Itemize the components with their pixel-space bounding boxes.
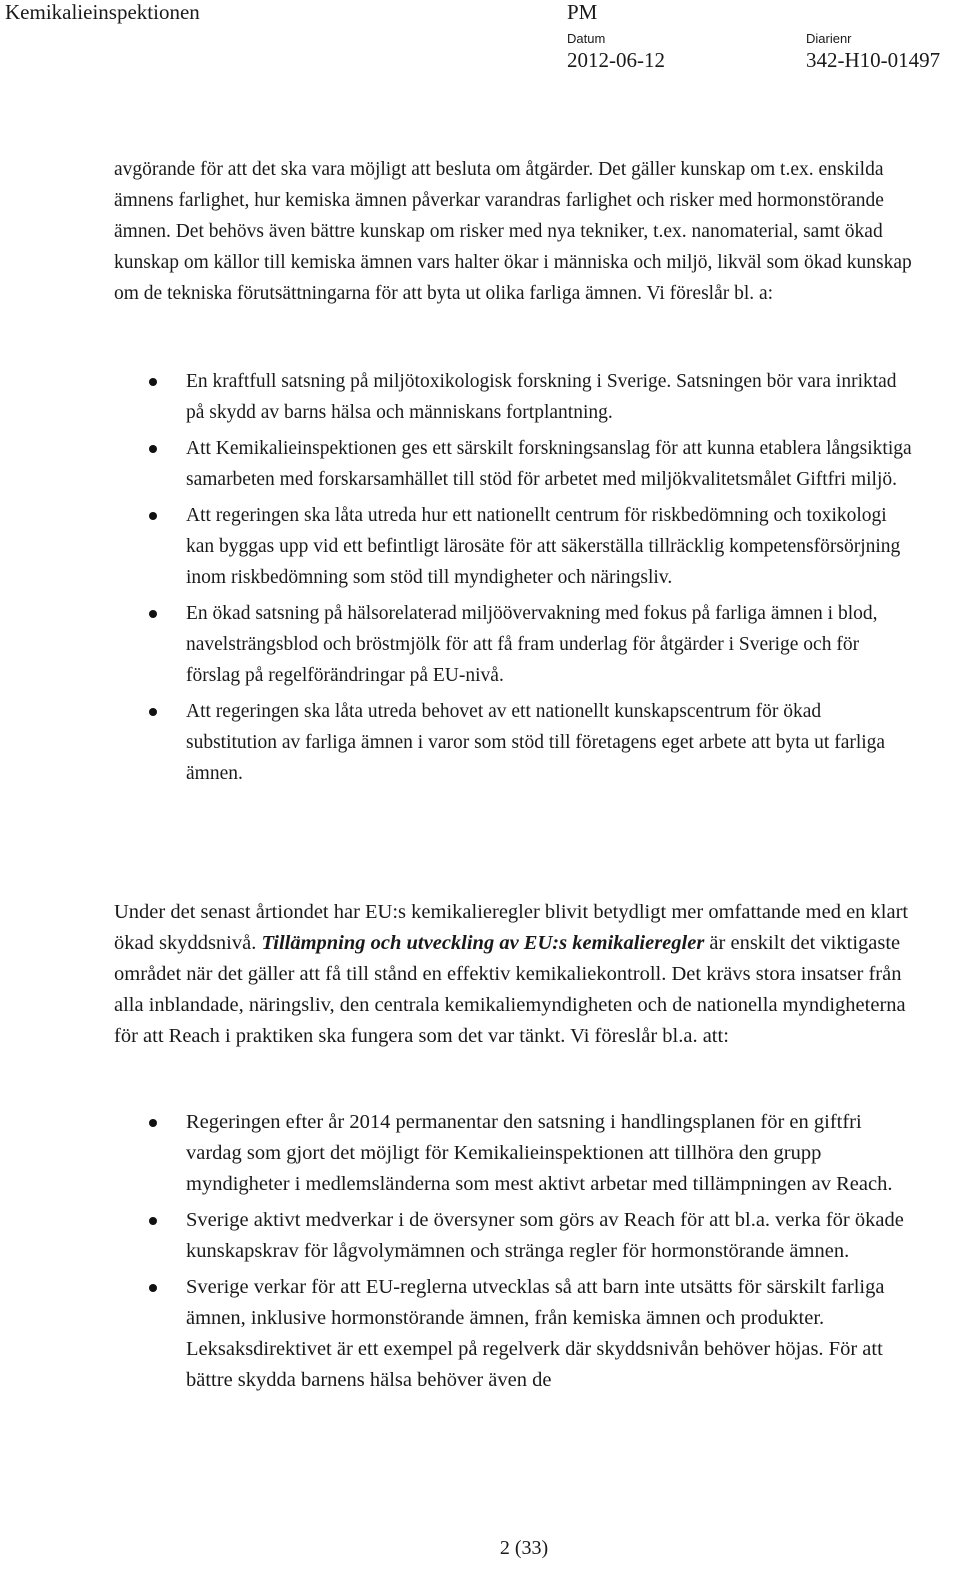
list-item <box>114 366 914 428</box>
list-item-text: En ökad satsning på hälsorelaterad miljöövervakning med fokus på farliga ämnen i blod, navelsträngsblod och bröstmjölk för att få fram underlag för åtgärder i Sverige och för förslag på regelförändringar på EU-nivå. <box>186 603 878 686</box>
organization-name: Kemikalieinspektionen <box>5 0 200 24</box>
diarienr-value: 342-H10-01497 <box>806 48 941 72</box>
eu-text-before: Under det senast årtiondet har EU:s kemikalieregler blivit betydligt mer omfattande med en klart ökad skyddsnivå. <box>114 901 909 954</box>
eu-proposals-list <box>114 1107 914 1401</box>
intro-text: avgörande för att det ska vara möjligt att besluta om åtgärder. Det gäller kunskap om t.ex. enskilda ämnens farlighet, hur kemiska ämnen påverkar varandras farlighet och risker med hormonstörande ämnen. Det behövs även bättre kunskap om risker med nya tekniker, t.ex. nanomaterial, samt ökad kunskap om källor till kemiska ämnen vars halter ökar i människa och miljö, likväl som ökad kunskap om de tekniska förutsättningarna för att byta ut olika farliga ämnen. Vi föreslår bl. a: <box>114 159 912 304</box>
list-item <box>114 696 914 789</box>
research-proposals-list <box>114 366 914 794</box>
intro-paragraph <box>114 154 914 309</box>
eu-text-after: är enskilt det viktigaste området när det gäller att få till stånd en effektiv kemikaliekontroll. Det krävs stora insatser från alla inblandade, näringsliv, den centrala kemikaliemyndigheten och de nationella myndigheterna för att Reach i praktiken ska fungera som det var tänkt. Vi föreslår bl.a. att: <box>114 932 906 1047</box>
list-item <box>114 1107 914 1200</box>
bullet-icon <box>149 378 157 386</box>
list-item-text: Sverige aktivt medverkar i de översyner som görs av Reach för att bl.a. verka för ökade kunskapskrav för lågvolymämnen och stränga regler för hormonstörande ämnen. <box>186 1209 904 1262</box>
list-item-text: Regeringen efter år 2014 permanentar den satsning i handlingsplanen för en giftfri vardag som gjort det möjligt för Kemikalieinspektionen att tillhöra den grupp myndigheter i medlemsländerna som mest aktivt arbetar med tillämpningen av Reach. <box>186 1111 893 1195</box>
list-item <box>114 433 914 495</box>
document-header <box>0 0 960 80</box>
list-item <box>114 500 914 593</box>
list-item <box>114 598 914 691</box>
date-label: Datum <box>567 31 606 46</box>
eu-text-emphasis: Tillämpning och utveckling av EU:s kemikalieregler <box>261 932 705 954</box>
bullet-icon <box>149 1119 157 1127</box>
list-item-text: Att regeringen ska låta utreda behovet av ett nationellt kunskapscentrum för ökad substitution av farliga ämnen i varor som stöd till företagens eget arbete att byta ut farliga ämnen. <box>186 701 886 784</box>
list-item-text: En kraftfull satsning på miljötoxikologisk forskning i Sverige. Satsningen bör vara inriktad på skydd av barns hälsa och människans fortplantning. <box>186 371 897 423</box>
bullet-icon <box>149 512 157 520</box>
bullet-icon <box>149 445 157 453</box>
bullet-icon <box>149 610 157 618</box>
document-type: PM <box>567 0 598 24</box>
list-item-text: Att regeringen ska låta utreda hur ett nationellt centrum för riskbedömning och toxikologi kan byggas upp vid ett befintligt lärosäte för att säkerställa tillräcklig kompetensförsörjning inom riskbedömning som stöd till myndigheter och näringsliv. <box>186 505 901 588</box>
diarienr-label: Diarienr <box>806 31 852 46</box>
list-item-text: Sverige verkar för att EU-reglerna utvecklas så att barn inte utsätts för särskilt farliga ämnen, inklusive hormonstörande ämnen, från kemiska ämnen och produkter. Leksaksdirektivet är ett exempel på regelverk där skyddsnivån behöver höjas. För att bättre skydda barnens hälsa behöver även de <box>186 1276 885 1391</box>
list-item <box>114 1205 914 1267</box>
eu-text <box>114 897 914 1052</box>
bullet-icon <box>149 1284 157 1292</box>
eu-paragraph <box>114 897 914 1052</box>
list-item-text: Att Kemikalieinspektionen ges ett särskilt forskningsanslag för att kunna etablera långsiktiga samarbeten med forskarsamhället till stöd för arbetet med miljökvalitetsmålet Giftfri miljö. <box>186 438 912 490</box>
list-item <box>114 1272 914 1396</box>
bullet-icon <box>149 1217 157 1225</box>
page-footer <box>0 1537 960 1560</box>
bullet-icon <box>149 708 157 716</box>
page-number: 2 (33) <box>499 1537 549 1559</box>
date-value: 2012-06-12 <box>567 48 665 72</box>
